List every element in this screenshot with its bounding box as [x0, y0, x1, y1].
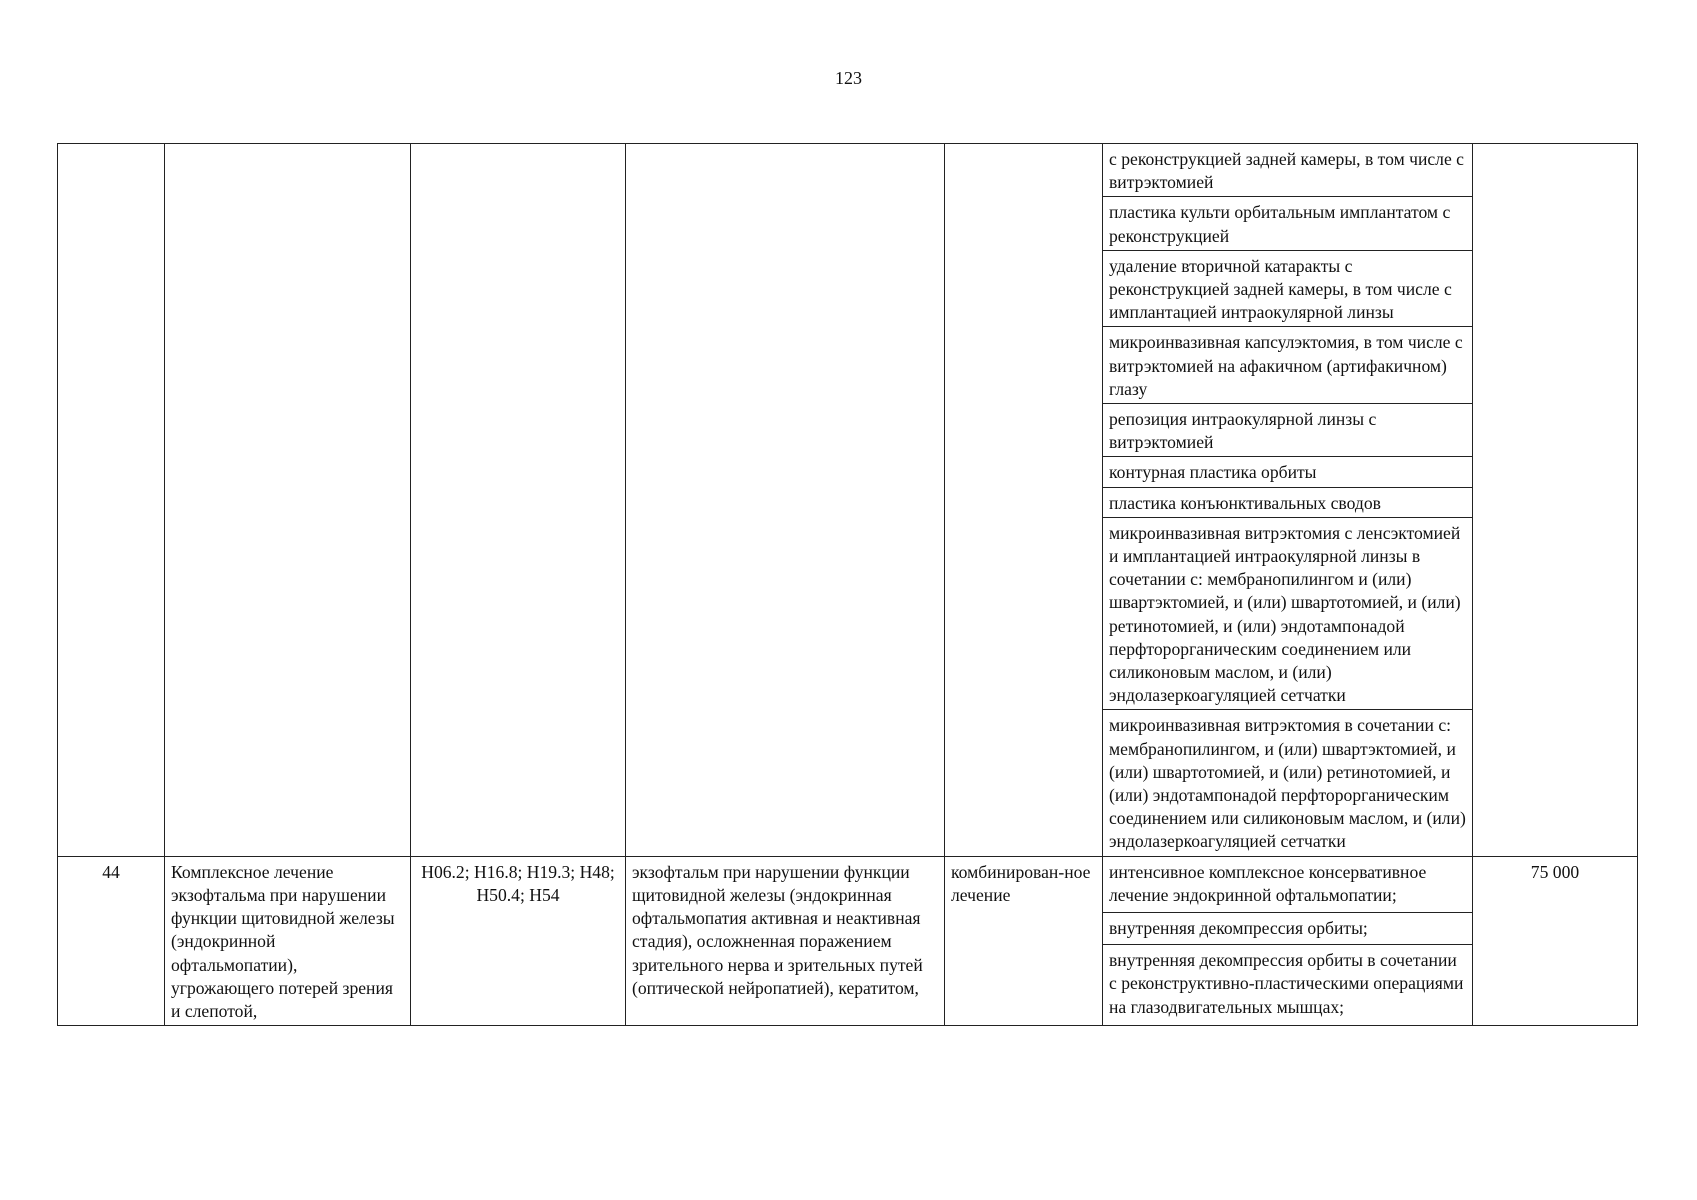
- method-cell: внутренняя декомпрессия орбиты в сочетании с реконструктивно-пластическими операциями на глазодвигательных мышцах;: [1103, 945, 1473, 1026]
- empty-treatment-type-cell: [945, 144, 1103, 857]
- care-name: Комплексное лечение экзофтальма при нарушении функции щитовидной железы (эндокринной офтальмопатии), угрожающего потерей зрения и слепотой,: [165, 856, 411, 1025]
- empty-model-cell: [626, 144, 945, 857]
- method-cell: микроинвазивная капсулэктомия, в том числе с витрэктомией на афакичном (артифакичном) глазу: [1103, 327, 1473, 404]
- medical-care-table: [57, 143, 1638, 1026]
- method-cell: с реконструкцией задней камеры, в том числе с витрэктомией: [1103, 144, 1473, 197]
- empty-codes-cell: [411, 144, 626, 857]
- method-cell: внутренняя декомпрессия орбиты;: [1103, 913, 1473, 945]
- method-cell: микроинвазивная витрэктомия в сочетании с: мембранопилингом, и (или) швартэктомией, и (или) швартотомией, и (или) ретинотомией, и (или) эндотампонадой перфторорганическим соединением или силиконовым маслом, и (или) эндолазеркоагуляцией сетчатки: [1103, 710, 1473, 856]
- method-cell: пластика конъюнктивальных сводов: [1103, 487, 1473, 517]
- method-cell: удаление вторичной катаракты с реконструкцией задней камеры, в том числе с имплантацией интраокулярной линзы: [1103, 250, 1473, 327]
- table-row-44: [58, 856, 1638, 912]
- method-cell: микроинвазивная витрэктомия с ленсэктомией и имплантацией интраокулярной линзы в сочетании с: мембранопилингом и (или) швартэктомией, и (или) швартотомией, и (или) ретинотомией, и (или) эндотампонадой перфторорганическим соединением или силиконовым маслом, и (или) эндолазеркоагуляцией сетчатки: [1103, 517, 1473, 710]
- cost-value: 75 000: [1473, 856, 1638, 1025]
- method-cell: пластика культи орбитальным имплантатом с реконструкцией: [1103, 197, 1473, 250]
- page-number: 123: [835, 68, 862, 88]
- empty-number-cell: [58, 144, 165, 857]
- method-cell: репозиция интраокулярной линзы с витрэктомией: [1103, 404, 1473, 457]
- method-cell: интенсивное комплексное консервативное лечение эндокринной офтальмопатии;: [1103, 856, 1473, 912]
- icd-codes: H06.2; H16.8; H19.3; H48; H50.4; H54: [411, 856, 626, 1025]
- patient-model: экзофтальм при нарушении функции щитовидной железы (эндокринная офтальмопатия активная и неактивная стадия), осложненная поражением зрительного нерва и зрительных путей (оптической нейропатией), кератитом,: [626, 856, 945, 1025]
- empty-cost-cell: [1473, 144, 1638, 857]
- empty-name-cell: [165, 144, 411, 857]
- row-number: 44: [58, 856, 165, 1025]
- continuation-row: [58, 144, 1638, 197]
- method-cell: контурная пластика орбиты: [1103, 457, 1473, 487]
- treatment-type: комбинирован-ное лечение: [945, 856, 1103, 1025]
